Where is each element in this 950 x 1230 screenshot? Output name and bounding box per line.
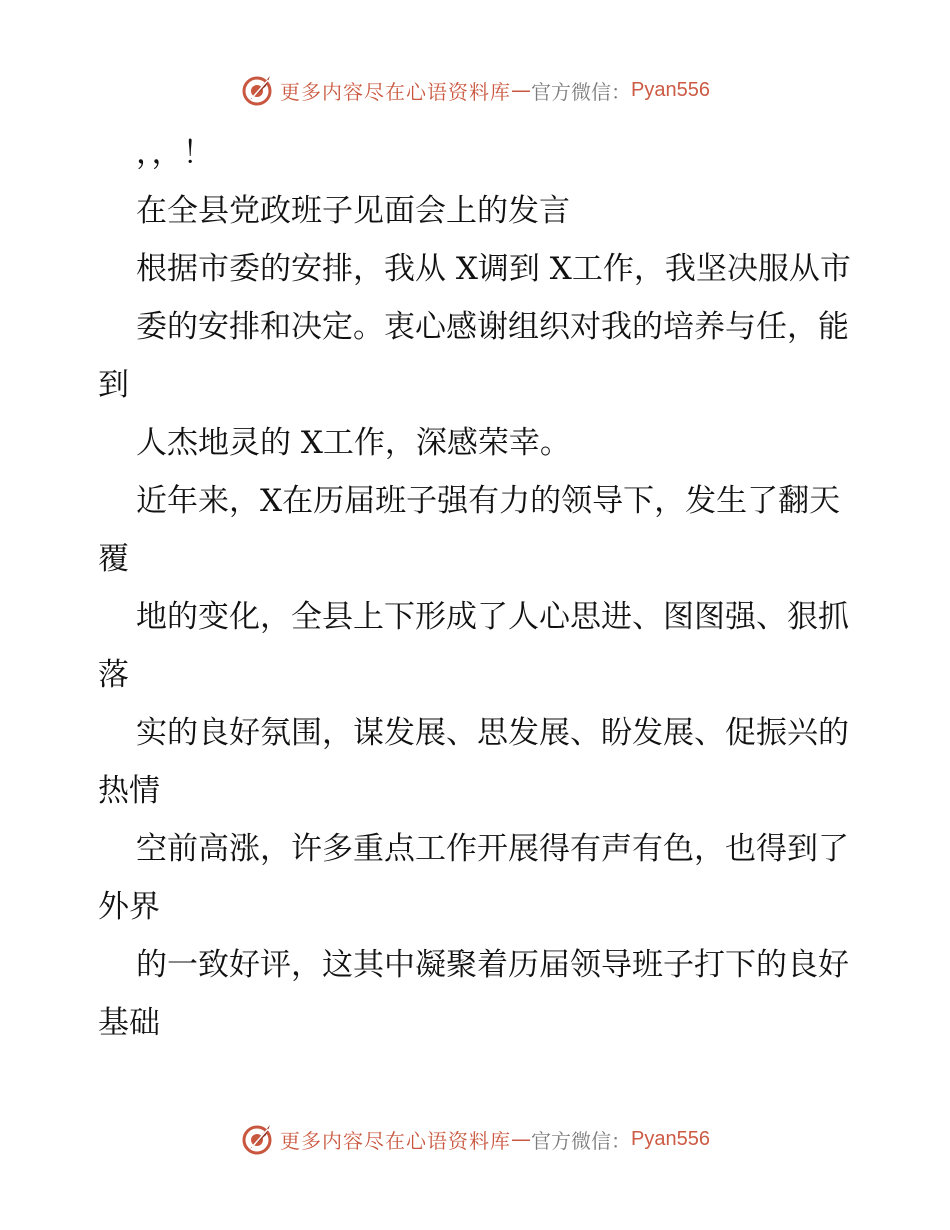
paragraph: 近年来，X在历届班子强有力的领导下，发生了翻天覆 [98,483,841,577]
paragraph: 地的变化，全县上下形成了人心思进、图图强、狠抓落 [98,599,849,693]
quill-logo-icon [240,1121,276,1157]
quill-logo-icon [240,72,276,108]
header-dash: — [511,78,532,102]
document-body [98,124,868,1052]
footer-wechat-id: Pyan556 [631,1127,710,1150]
paragraph: 人杰地灵的 X工作，深感荣幸。 [136,425,571,461]
punctuation-line: ，，！ [136,135,214,171]
paragraph: 根据市委的安排，我从 X调到 X工作，我坚决服从市 [136,251,851,287]
footer-brand-text: 更多内容尽在心语资料库 [280,1128,512,1153]
header-wechat-label: 官方微信： [531,79,632,104]
paragraph: 的一致好评，这其中凝聚着历届领导班子打下的良好基础 [98,947,849,1041]
footer-dash: — [511,1127,532,1151]
document-title: 在全县党政班子见面会上的发言 [136,193,570,229]
footer-wechat-label: 官方微信： [531,1128,632,1153]
header-brand-text: 更多内容尽在心语资料库 [280,79,512,104]
paragraph: 委的安排和决定。衷心感谢组织对我的培养与任，能到 [98,309,849,403]
header-banner [0,70,950,110]
paragraph: 实的良好氛围，谋发展、思发展、盼发展、促振兴的热情 [98,715,849,809]
header-wechat-id: Pyan556 [631,78,710,101]
footer-banner [0,1119,950,1159]
paragraph: 空前高涨，许多重点工作开展得有声有色，也得到了外界 [98,831,849,925]
